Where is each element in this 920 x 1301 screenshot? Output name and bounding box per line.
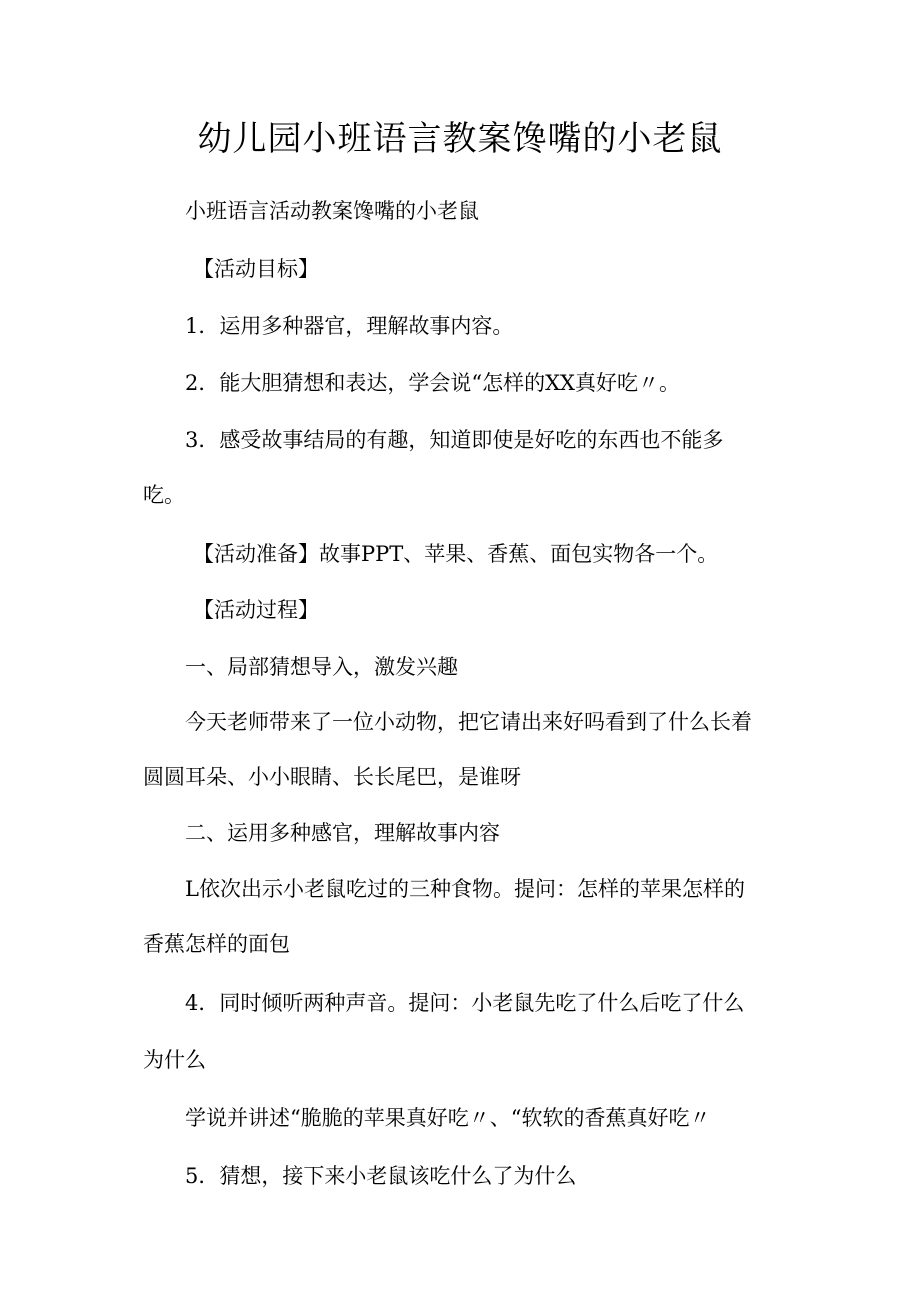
- step-2-item-5: 5．猜想，接下来小老鼠该吃什么了为什么: [185, 1164, 577, 1188]
- step-2-item-1-line-2: 香蕉怎样的面包: [143, 932, 290, 956]
- step-heading-2: 二、运用多种感官，理解故事内容: [185, 821, 500, 845]
- goal-item-1: 1．运用多种器官，理解故事内容。: [185, 314, 514, 338]
- preparation-paragraph: 【活动准备】故事PPT、苹果、香蕉、面包实物各一个。: [193, 542, 719, 566]
- section-heading-process: 【活动过程】: [193, 598, 319, 622]
- step-2-retell: 学说并讲述“脆脆的苹果真好吃〃、“软软的香蕉真好吃〃: [185, 1106, 711, 1130]
- goal-item-3-line-1: 3．感受故事结局的有趣，知道即使是好吃的东西也不能多: [185, 428, 724, 452]
- goal-item-2: 2．能大胆猜想和表达，学会说“怎样的XX真好吃〃。: [185, 371, 680, 395]
- goal-item-3-line-2: 吃。: [143, 483, 185, 507]
- step-heading-1: 一、局部猜想导入，激发兴趣: [185, 655, 458, 679]
- step-2-item-4-line-1: 4．同时倾听两种声音。提问：小老鼠先吃了什么后吃了什么: [185, 991, 745, 1015]
- subtitle-paragraph: 小班语言活动教案馋嘴的小老鼠: [185, 199, 479, 223]
- step-1-line-1: 今天老师带来了一位小动物，把它请出来好吗看到了什么长着: [185, 710, 752, 734]
- page-title: 幼儿园小班语言教案馋嘴的小老鼠: [197, 119, 723, 159]
- step-2-item-1-line-1: L依次出示小老鼠吃过的三种食物。提问：怎样的苹果怎样的: [185, 877, 745, 901]
- step-2-item-4-line-2: 为什么: [143, 1048, 206, 1072]
- step-1-line-2: 圆圆耳朵、小小眼睛、长长尾巴，是谁呀: [143, 765, 521, 789]
- section-heading-goals: 【活动目标】: [193, 257, 319, 281]
